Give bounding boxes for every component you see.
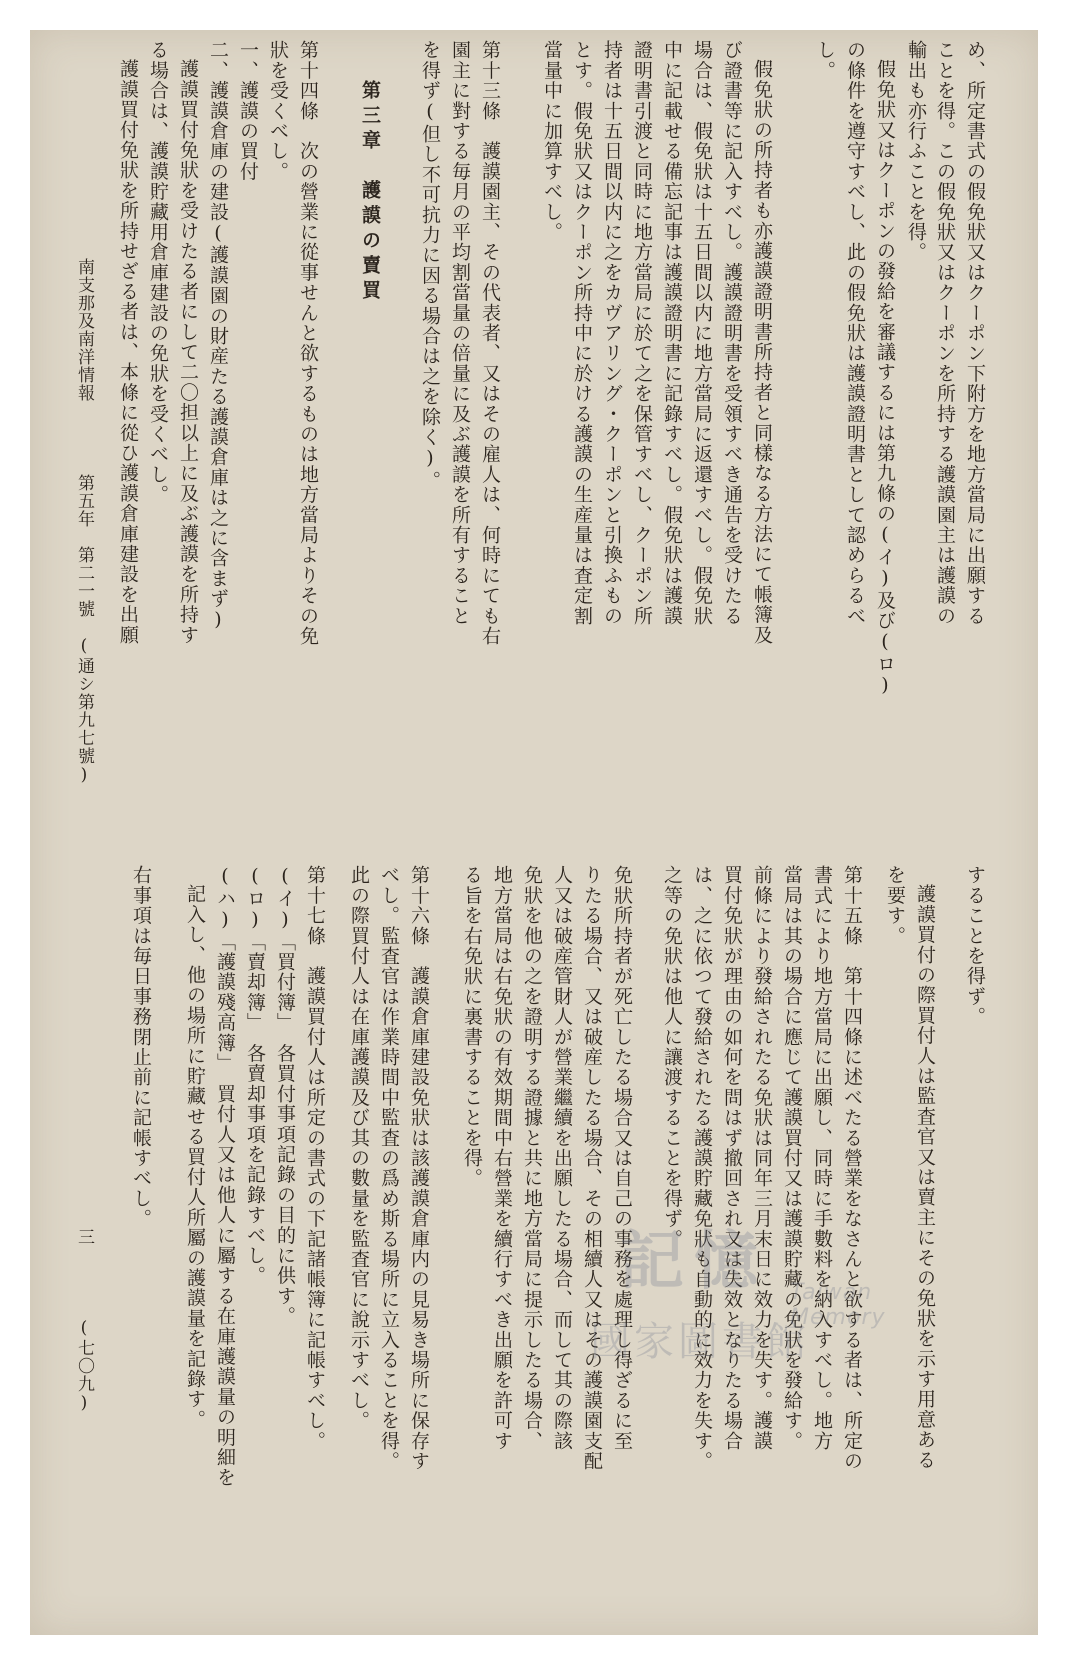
document-page [30,30,1038,1635]
text-column: 人又は破産管財人が營業繼續を出願したる場合、而して其の際該 [551,865,573,1451]
article-column: 第十五條 第十四條に述べたる營業をなさんと欲する者は、所定の [841,865,863,1471]
list-item: 一、護謨の買付 [237,40,259,182]
text-column: することを得ず。 [964,865,986,1027]
text-column: 當量中に加算すべし。 [541,40,563,242]
text-column: 場合は、假免狀は十五日間以内に地方當局に返還すべし。假免狀 [691,40,713,626]
text-column: 持者は十五日間以内に之をカヴアリング・クーポンと引換ふもの [601,40,623,626]
text-column: 假免狀又はクーポンの發給を審議するには第九條の(イ)及び(ロ) [874,59,896,698]
list-item: (イ)「買付簿」 各買付事項記錄の目的に供す。 [274,865,296,1327]
text-column: る場合は、護謨貯藏用倉庫建設の免狀を受くべし。 [147,40,169,505]
text-column: 護謨買付の際買付人は監査官又は賣主にその免狀を示す用意ある [914,884,936,1470]
issue-number: 第五年 第二一號 (通シ第九七號) [74,474,94,786]
text-column: 當局は其の場合に應じて護謨買付又は護謨貯藏の免狀を發給す。 [781,865,803,1451]
article-column: 第十七條 護謨買付人は所定の書式の下記諸帳簿に記帳すべし。 [304,865,326,1451]
article-column: 第十六條 護謨倉庫建設免狀は該護謨倉庫内の見易き場所に保存す [408,865,430,1471]
text-column: ことを得。この假免狀又はクーポンを所持する護謨園主は護謨の [934,40,956,626]
article-column: 第十四條 次の營業に從事せんと欲するものは地方當局よりその免 [297,40,319,646]
text-column: は、之に依つて發給されたる護謨貯藏免狀も自動的に效力を失す。 [691,865,713,1471]
text-column: 證明書引渡と同時に地方當局に於て之を保管すべし、クーポン所 [631,40,653,626]
text-column: 之等の免狀は他人に讓渡することを得ず。 [661,865,683,1249]
text-column: 買付免狀が理由の如何を問はず撤回され又は失效となりたる場合 [721,865,743,1451]
text-column: び證書等に記入すべし。護謨證明書を受領すべき通告を受けたる [721,40,743,626]
text-column: 狀を受くべし。 [267,40,289,182]
text-column: し。 [814,40,836,81]
list-item: (ロ)「賣却簿」 各賣却事項を記錄すべし。 [244,865,266,1286]
list-item: (ハ)「護謨殘高簿」 買付人又は他人に屬する在庫護謨量の明細を [214,865,236,1488]
text-column: 地方當局は右免狀の有效期間中右營業を續行すべき出願を許可す [491,865,513,1451]
text-column: 輸出も亦行ふことを得。 [905,40,927,263]
text-column: 此の際買付人は在庫護謨及び其の數量を監査官に說示すべし。 [348,865,370,1431]
chapter-heading: 第三章 護謨の賣買 [359,80,381,305]
text-column: 中に記載せる備忘記事は護謨證明書に記錄すべし。假免狀は護謨 [661,40,683,626]
text-column: め、所定書式の假免狀又はクーポン下附方を地方當局に出願する [964,40,986,626]
text-column: 護謨買付免狀を受けたる者にして二〇担以上に及ぶ護謨を所持す [177,59,199,645]
text-column: 書式により地方當局に出願し、同時に手數料を納入すべし。地方 [811,865,833,1451]
text-column: 園主に對する毎月の平均割當量の倍量に及ぶ護謨を所有すること [449,40,471,626]
text-column: べし。監査官は作業時間中監査の爲め斯る場所に立入ることを得。 [378,865,400,1471]
text-column: 右事項は毎日事務閉止前に記帳すべし。 [130,865,152,1229]
text-column: 護謨買付免狀を所持せざる者は、本條に從ひ護謨倉庫建設を出願 [117,59,139,645]
list-item: 二、護謨倉庫の建設(護謨園の財産たる護謨倉庫は之に含まず) [207,40,229,632]
text-column: りたる場合、又は破産したる場合、その相續人又はその護謨園支配 [581,865,603,1471]
text-column: とす。假免狀又はクーポン所持中に於ける護謨の生産量は査定割 [571,40,593,626]
cumulative-page-number: (七〇九) [74,1318,94,1414]
article-column: 第十三條 護謨園主、その代表者、又はその雇人は、何時にても右 [479,40,501,646]
text-column: を要す。 [884,865,906,946]
watermark-institution: 國家圖書館 [590,1319,810,1365]
text-column: の條件を遵守すべし、此の假免狀は護謨證明書として認めらるべ [844,40,866,626]
text-column: を得ず(但し不可抗力に因る場合は之を除く)。 [419,40,441,491]
text-column: 記入し、他の場所に貯藏せる買付人所屬の護謨量を記錄す。 [184,884,206,1430]
text-column: る旨を右免狀に裏書することを得。 [461,865,483,1189]
watermark-title: 記憶 [620,1225,768,1299]
watermark-english: Taiwan Memory [790,1280,886,1330]
text-column: 免狀所持者が死亡したる場合又は自己の事務を處理し得ざるに至 [611,865,633,1451]
page-number: 三 [74,1228,94,1246]
journal-title: 南支那及南洋情報 [74,258,94,402]
text-column: 前條により發給されたる免狀は同年三月末日に效力を失す。護謨 [751,865,773,1451]
text-column: 假免狀の所持者も亦護謨證明書所持者と同樣なる方法にて帳簿及 [751,59,773,645]
text-column: 免狀を他の之を證明する證據と共に地方當局に提示したる場合、 [521,865,543,1451]
